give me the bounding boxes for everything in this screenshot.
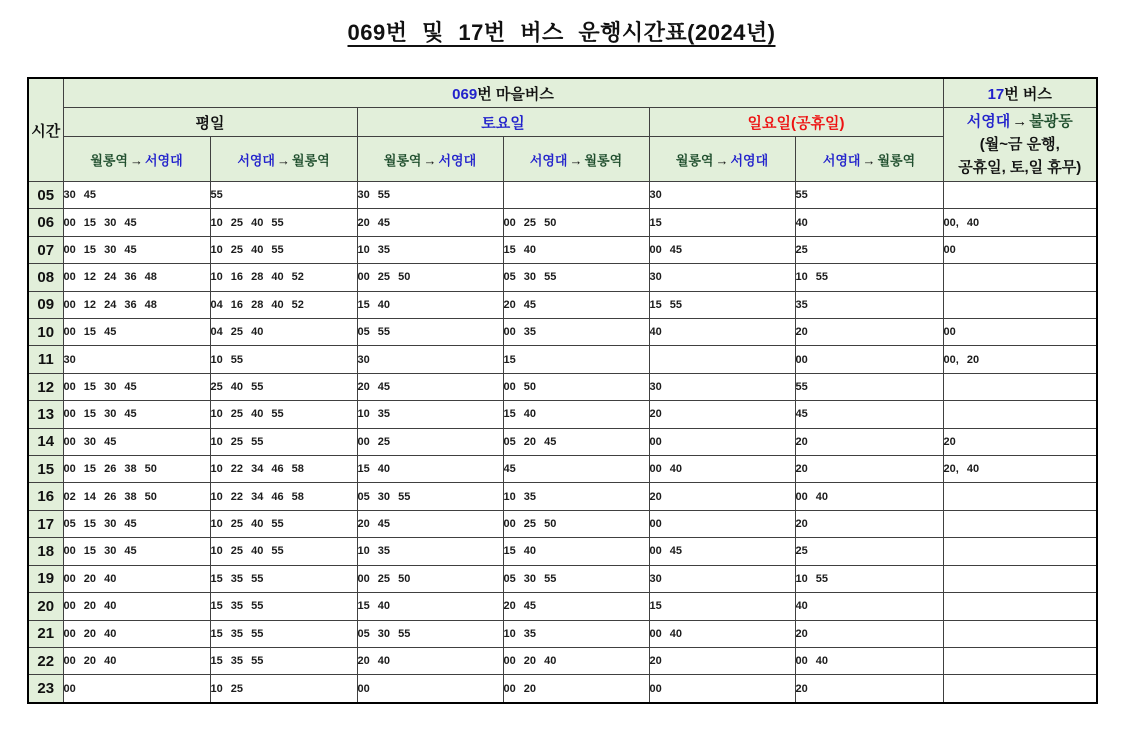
- timetable-row: [28, 456, 1097, 483]
- times-cell: 55: [795, 182, 943, 209]
- bus-069-number: 069: [452, 85, 478, 103]
- times-cell: [943, 647, 1097, 674]
- times-cell: 40: [795, 593, 943, 620]
- times-cell: 10 35: [357, 538, 503, 565]
- times-cell: 00 15 26 38 50: [63, 456, 210, 483]
- route17-note-line2: 공휴일, 토,일 휴무): [958, 159, 1082, 176]
- header-row-directions: [28, 137, 1097, 182]
- times-cell: 20 45: [357, 373, 503, 400]
- times-cell: 00: [649, 675, 795, 703]
- times-cell: 02 14 26 38 50: [63, 483, 210, 510]
- direction-to: 월롱역: [292, 152, 330, 168]
- times-cell: 10 35: [357, 401, 503, 428]
- times-cell: 00 25 50: [503, 510, 649, 537]
- times-cell: 00 35: [503, 319, 649, 346]
- times-cell: 15: [649, 593, 795, 620]
- times-cell: 20: [795, 428, 943, 455]
- times-cell: 20 45: [357, 510, 503, 537]
- direction-from: 서영대: [822, 152, 861, 168]
- timetable-row: [28, 209, 1097, 236]
- hour-cell: 19: [28, 565, 63, 592]
- times-cell: 05 20 45: [503, 428, 649, 455]
- hour-cell: 13: [28, 401, 63, 428]
- times-cell: 10 22 34 46 58: [210, 483, 357, 510]
- times-cell: 20: [795, 456, 943, 483]
- times-cell: 45: [795, 401, 943, 428]
- timetable-row: [28, 264, 1097, 291]
- times-cell: 00 20 40: [63, 620, 210, 647]
- hour-cell: 09: [28, 291, 63, 318]
- times-cell: 00 20: [503, 675, 649, 703]
- times-cell: [503, 182, 649, 209]
- direction-from: 월롱역: [675, 152, 714, 168]
- times-cell: 10 35: [503, 483, 649, 510]
- page-title: 069번 및 17번 버스 운행시간표(2024년): [347, 20, 776, 45]
- times-cell: 15: [503, 346, 649, 373]
- header-saturday: 토요일: [357, 108, 649, 137]
- times-cell: 15: [649, 209, 795, 236]
- times-cell: 05 15 30 45: [63, 510, 210, 537]
- times-cell: [943, 675, 1097, 703]
- times-cell: 15 40: [357, 291, 503, 318]
- bus-17-number: 17: [987, 85, 1005, 103]
- times-cell: 15 40: [503, 236, 649, 263]
- timetable-row: [28, 182, 1097, 209]
- times-cell: 00: [649, 428, 795, 455]
- times-cell: 00 40: [649, 620, 795, 647]
- times-cell: 00 15 30 45: [63, 538, 210, 565]
- right-arrow-icon: →: [569, 152, 583, 168]
- times-cell: 00 15 30 45: [63, 373, 210, 400]
- header-17-route: [943, 108, 1097, 182]
- times-cell: 10 25 40 55: [210, 209, 357, 236]
- times-cell: 20 45: [357, 209, 503, 236]
- right-arrow-icon: →: [277, 152, 290, 168]
- right-arrow-icon: →: [130, 152, 143, 168]
- times-cell: 15 40: [503, 538, 649, 565]
- times-cell: [943, 510, 1097, 537]
- header-row-days: [28, 108, 1097, 137]
- hour-cell: 10: [28, 319, 63, 346]
- timetable-row: [28, 319, 1097, 346]
- times-cell: 00 20 40: [63, 647, 210, 674]
- times-cell: 20: [795, 675, 943, 703]
- times-cell: 10 25 40 55: [210, 236, 357, 263]
- hour-cell: 23: [28, 675, 63, 703]
- times-cell: 00 40: [649, 456, 795, 483]
- times-cell: 04 16 28 40 52: [210, 291, 357, 318]
- times-cell: 30: [649, 182, 795, 209]
- times-cell: 00 50: [503, 373, 649, 400]
- times-cell: 00 12 24 36 48: [63, 264, 210, 291]
- times-cell: [943, 620, 1097, 647]
- times-cell: 10 16 28 40 52: [210, 264, 357, 291]
- times-cell: 05 30 55: [503, 264, 649, 291]
- hour-cell: 20: [28, 593, 63, 620]
- timetable-row: [28, 236, 1097, 263]
- times-cell: 00 20 40: [503, 647, 649, 674]
- timetable-row: [28, 346, 1097, 373]
- hour-cell: 17: [28, 510, 63, 537]
- times-cell: 20: [943, 428, 1097, 455]
- times-cell: 10 25: [210, 675, 357, 703]
- times-cell: [943, 401, 1097, 428]
- times-cell: 20, 40: [943, 456, 1097, 483]
- times-cell: 10 35: [503, 620, 649, 647]
- hour-cell: 11: [28, 346, 63, 373]
- times-cell: 30: [649, 373, 795, 400]
- route17-from: 서영대: [966, 113, 1011, 130]
- times-cell: [649, 346, 795, 373]
- direction-to: 서영대: [730, 152, 769, 168]
- times-cell: 00 15 30 45: [63, 401, 210, 428]
- hour-cell: 15: [28, 456, 63, 483]
- time-column-header: 시간: [28, 78, 63, 182]
- times-cell: 15 35 55: [210, 620, 357, 647]
- times-cell: 10 55: [210, 346, 357, 373]
- times-cell: 05 30 55: [357, 483, 503, 510]
- header-row-bus: [28, 78, 1097, 108]
- times-cell: 00 15 30 45: [63, 236, 210, 263]
- bus-069-label: 번 마을버스: [477, 85, 554, 103]
- timetable-row: [28, 401, 1097, 428]
- route17-to: 불광동: [1029, 113, 1073, 130]
- times-cell: 00: [357, 675, 503, 703]
- times-cell: 10 22 34 46 58: [210, 456, 357, 483]
- times-cell: 30: [63, 346, 210, 373]
- times-cell: [943, 483, 1097, 510]
- direction-header: [649, 137, 795, 182]
- times-cell: 00 30 45: [63, 428, 210, 455]
- direction-header: [503, 137, 649, 182]
- direction-from: 서영대: [529, 152, 568, 168]
- times-cell: [943, 264, 1097, 291]
- times-cell: 10 55: [795, 264, 943, 291]
- direction-header: [357, 137, 503, 182]
- times-cell: 20 45: [503, 291, 649, 318]
- times-cell: 00 15 30 45: [63, 209, 210, 236]
- bus-17-label: 번 버스: [1004, 85, 1052, 103]
- times-cell: 15 40: [357, 593, 503, 620]
- times-cell: 55: [795, 373, 943, 400]
- times-cell: 30 45: [63, 182, 210, 209]
- hour-cell: 18: [28, 538, 63, 565]
- timetable-row: [28, 647, 1097, 674]
- timetable-body: [28, 182, 1097, 704]
- hour-cell: 16: [28, 483, 63, 510]
- times-cell: 00 25: [357, 428, 503, 455]
- times-cell: 00 45: [649, 538, 795, 565]
- header-069-bus: [63, 78, 943, 108]
- times-cell: 00 40: [795, 647, 943, 674]
- timetable-row: [28, 510, 1097, 537]
- timetable: [27, 77, 1098, 704]
- times-cell: 00: [63, 675, 210, 703]
- hour-cell: 22: [28, 647, 63, 674]
- times-cell: 10 25 40 55: [210, 510, 357, 537]
- times-cell: 00 15 45: [63, 319, 210, 346]
- times-cell: 10 25 40 55: [210, 538, 357, 565]
- right-arrow-icon: →: [715, 152, 729, 168]
- times-cell: 30: [649, 264, 795, 291]
- times-cell: 00, 20: [943, 346, 1097, 373]
- times-cell: [943, 593, 1097, 620]
- times-cell: 35: [795, 291, 943, 318]
- times-cell: 15 35 55: [210, 593, 357, 620]
- right-arrow-icon: →: [1012, 113, 1028, 130]
- direction-header: [210, 137, 357, 182]
- times-cell: 00, 40: [943, 209, 1097, 236]
- times-cell: [943, 565, 1097, 592]
- times-cell: 15 55: [649, 291, 795, 318]
- direction-to: 월롱역: [584, 152, 623, 168]
- times-cell: 30: [357, 346, 503, 373]
- times-cell: [943, 538, 1097, 565]
- timetable-row: [28, 428, 1097, 455]
- times-cell: 40: [649, 319, 795, 346]
- times-cell: 00 25 50: [503, 209, 649, 236]
- times-cell: 25: [795, 538, 943, 565]
- direction-from: 월롱역: [383, 152, 422, 168]
- timetable-row: [28, 483, 1097, 510]
- hour-cell: 06: [28, 209, 63, 236]
- times-cell: 25: [795, 236, 943, 263]
- route17-direction: [944, 110, 1097, 133]
- times-cell: 30: [649, 565, 795, 592]
- times-cell: 00 40: [795, 483, 943, 510]
- times-cell: 15 40: [357, 456, 503, 483]
- times-cell: 05 55: [357, 319, 503, 346]
- times-cell: 00 25 50: [357, 565, 503, 592]
- times-cell: 04 25 40: [210, 319, 357, 346]
- timetable-row: [28, 675, 1097, 703]
- direction-from: 월롱역: [90, 152, 128, 168]
- timetable-row: [28, 291, 1097, 318]
- times-cell: 55: [210, 182, 357, 209]
- right-arrow-icon: →: [423, 152, 437, 168]
- direction-to: 서영대: [438, 152, 477, 168]
- times-cell: 00 45: [649, 236, 795, 263]
- times-cell: 20: [795, 319, 943, 346]
- times-cell: 00: [943, 319, 1097, 346]
- timetable-row: [28, 565, 1097, 592]
- times-cell: 45: [503, 456, 649, 483]
- times-cell: 10 25 55: [210, 428, 357, 455]
- times-cell: 20 40: [357, 647, 503, 674]
- times-cell: 30 55: [357, 182, 503, 209]
- times-cell: 00 20 40: [63, 565, 210, 592]
- times-cell: 40: [795, 209, 943, 236]
- timetable-row: [28, 373, 1097, 400]
- times-cell: 10 25 40 55: [210, 401, 357, 428]
- route17-note-line1: (월~금 운행,: [979, 136, 1060, 153]
- times-cell: 20: [795, 620, 943, 647]
- times-cell: 00 25 50: [357, 264, 503, 291]
- times-cell: 15 35 55: [210, 565, 357, 592]
- times-cell: [943, 291, 1097, 318]
- timetable-row: [28, 593, 1097, 620]
- times-cell: 15 35 55: [210, 647, 357, 674]
- times-cell: [943, 182, 1097, 209]
- timetable-row: [28, 538, 1097, 565]
- direction-from: 서영대: [237, 152, 275, 168]
- hour-cell: 12: [28, 373, 63, 400]
- times-cell: 20: [649, 401, 795, 428]
- times-cell: 10 35: [357, 236, 503, 263]
- times-cell: 00: [649, 510, 795, 537]
- times-cell: 00: [943, 236, 1097, 263]
- header-weekday: 평일: [63, 108, 357, 137]
- hour-cell: 21: [28, 620, 63, 647]
- times-cell: 20: [649, 483, 795, 510]
- times-cell: 10 55: [795, 565, 943, 592]
- times-cell: 25 40 55: [210, 373, 357, 400]
- times-cell: 00 12 24 36 48: [63, 291, 210, 318]
- times-cell: 00: [795, 346, 943, 373]
- direction-header: [795, 137, 943, 182]
- header-17-bus: [943, 78, 1097, 108]
- times-cell: 20: [649, 647, 795, 674]
- hour-cell: 08: [28, 264, 63, 291]
- hour-cell: 14: [28, 428, 63, 455]
- header-sunday-holiday: 일요일(공휴일): [649, 108, 943, 137]
- times-cell: 05 30 55: [503, 565, 649, 592]
- hour-cell: 07: [28, 236, 63, 263]
- direction-to: 서영대: [145, 152, 183, 168]
- hour-cell: 05: [28, 182, 63, 209]
- times-cell: 15 40: [503, 401, 649, 428]
- times-cell: 05 30 55: [357, 620, 503, 647]
- times-cell: 20: [795, 510, 943, 537]
- times-cell: 20 45: [503, 593, 649, 620]
- direction-header: [63, 137, 210, 182]
- timetable-row: [28, 620, 1097, 647]
- direction-to: 월롱역: [877, 152, 916, 168]
- times-cell: [943, 373, 1097, 400]
- times-cell: 00 20 40: [63, 593, 210, 620]
- right-arrow-icon: →: [862, 152, 876, 168]
